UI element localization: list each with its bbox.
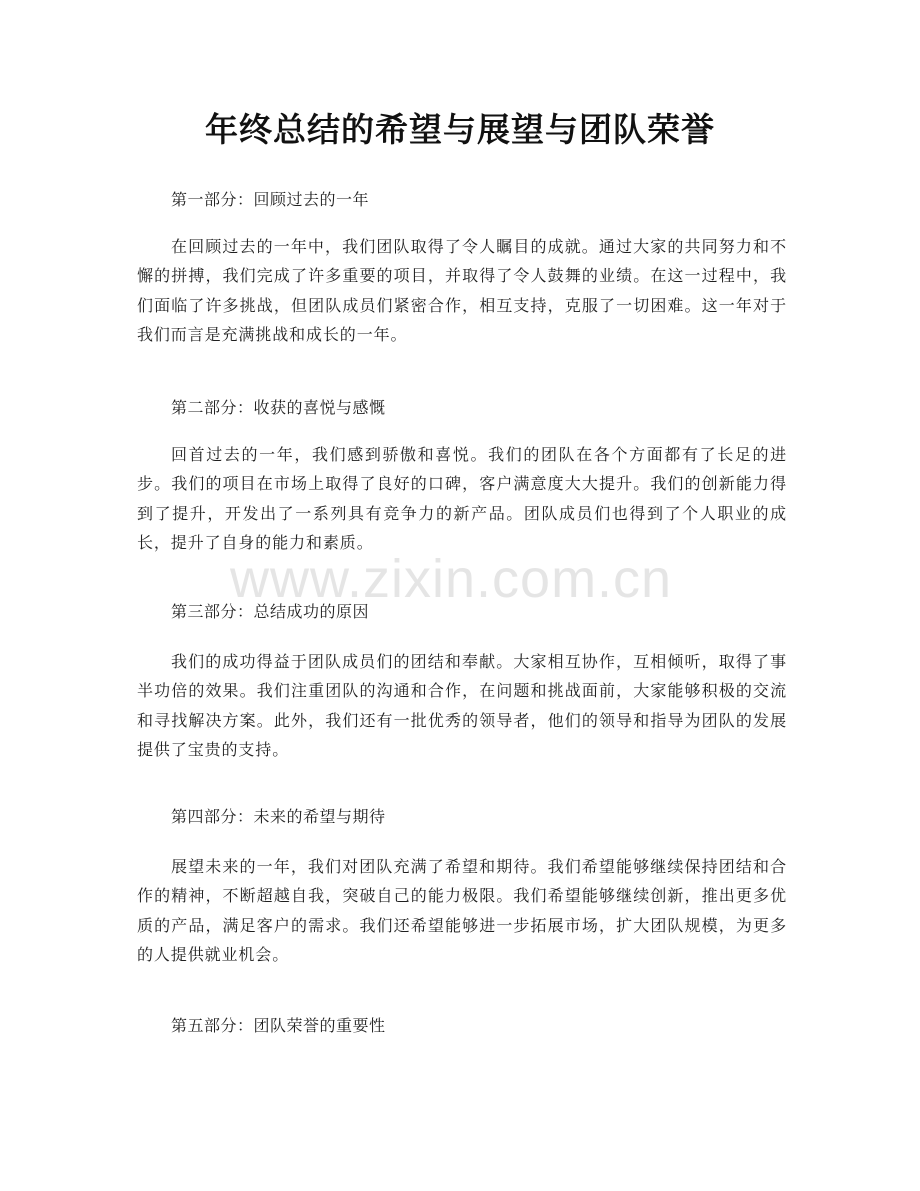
section-heading-1: 第一部分：回顾过去的一年: [171, 190, 370, 209]
document-title: 年终总结的希望与展望与团队荣誉: [205, 110, 715, 149]
watermark-text: www.zixin.com.cn: [230, 549, 673, 609]
section-paragraph-4: 展望未来的一年，我们对团队充满了希望和期待。我们希望能够继续保持团结和合作的精神，不断超越自我，突破自己的能力极限。我们希望能够继续创新，推出更多优质的产品，满足客户的需求。我们还希望能够进一步拓展市场，扩大团队规模，为更多的人提供就业机会。: [137, 857, 787, 964]
section-heading-5: 第五部分：团队荣誉的重要性: [171, 1016, 386, 1035]
section-paragraph-3: 我们的成功得益于团队成员们的团结和奉献。大家相互协作，互相倾听，取得了事半功倍的效果。我们注重团队的沟通和合作，在问题和挑战面前，大家能够积极的交流和寻找解决方案。此外，我们还有一批优秀的领导者，他们的领导和指导为团队的发展提供了宝贵的支持。: [137, 652, 787, 759]
section-heading-2: 第二部分：收获的喜悦与感慨: [171, 398, 386, 417]
section-paragraph-1: 在回顾过去的一年中，我们团队取得了令人瞩目的成就。通过大家的共同努力和不懈的拼搏，我们完成了许多重要的项目，并取得了令人鼓舞的业绩。在这一过程中，我们面临了许多挑战，但团队成员们紧密合作，相互支持，克服了一切困难。这一年对于我们而言是充满挑战和成长的一年。: [137, 237, 787, 344]
section-paragraph-2: 回首过去的一年，我们感到骄傲和喜悦。我们的团队在各个方面都有了长足的进步。我们的项目在市场上取得了良好的口碑，客户满意度大大提升。我们的创新能力得到了提升，开发出了一系列具有竞争力的新产品。团队成员们也得到了个人职业的成长，提升了自身的能力和素质。: [137, 445, 787, 552]
section-heading-3: 第三部分：总结成功的原因: [171, 602, 370, 621]
section-heading-4: 第四部分：未来的希望与期待: [171, 807, 386, 826]
